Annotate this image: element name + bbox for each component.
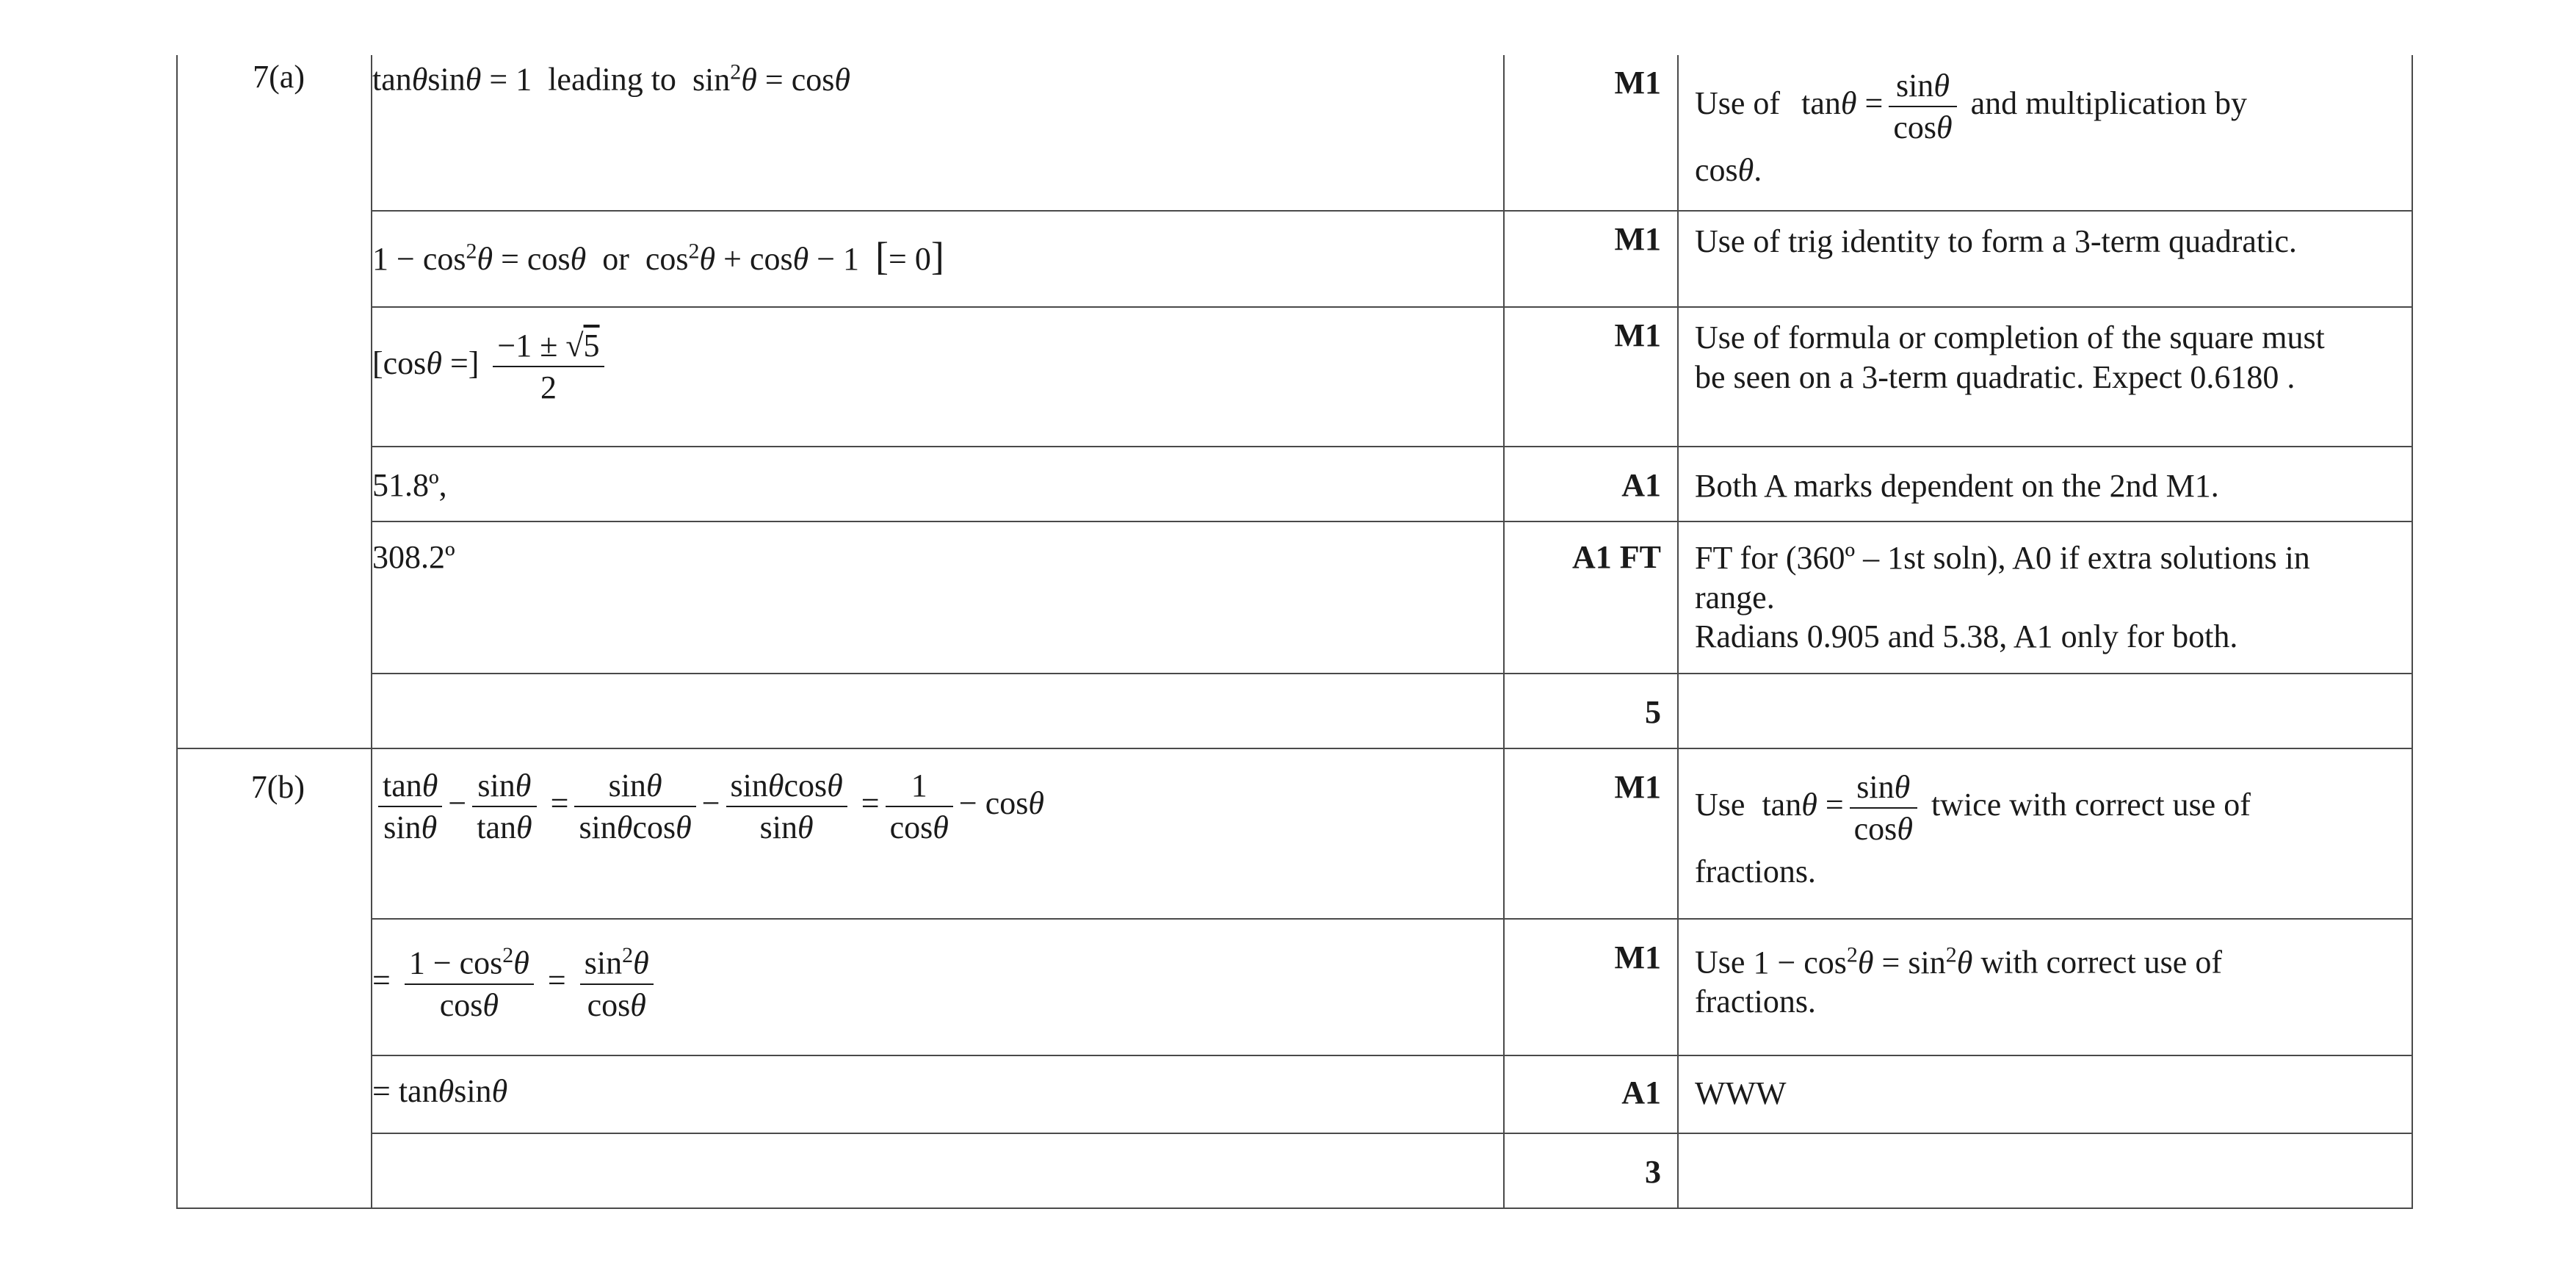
- answer-cell: [cosθ =] $\frac{-1 \pm √5}{2}$: [372, 307, 1504, 447]
- fraction: $\frac{-1 \pm √5}{2}$: [493, 325, 604, 408]
- answer-cell: $\frac{\tan\theta}{\sin\theta}$ − $\frac{\sin\theta}{\tan\theta}$ = $\frac{\sin\theta}{\sin\theta\cos\theta}$ − $\frac{\sin\theta\cos\theta}{\sin\theta}$ = $\frac{1}{\cos\theta}$ − cosθ: [372, 748, 1504, 919]
- guidance-cell: Both A marks dependent on the 2nd M1.: [1678, 447, 2412, 521]
- total-marks: 5: [1504, 674, 1678, 748]
- guidance-cell: Use $1 - \cos^2\theta = \sin^2\theta$ with correct use of fractions.: [1678, 919, 2412, 1055]
- mark-code: A1 FT: [1504, 521, 1678, 674]
- mark-code: M1: [1504, 748, 1678, 919]
- answer-cell: [372, 674, 1504, 748]
- fraction: $\frac{\sin\theta}{\cos\theta}$: [1889, 65, 1956, 148]
- answer-math: tanθsinθ = 1: [372, 61, 532, 98]
- table-row: [177, 674, 2412, 748]
- mark-code: M1: [1504, 307, 1678, 447]
- guidance-cell: Use of trig identity to form a 3-term quadratic.: [1678, 211, 2412, 307]
- table-row: [177, 521, 2412, 674]
- table-row: [177, 919, 2412, 1055]
- question-number: 7(a): [177, 55, 372, 748]
- question-number: 7(b): [177, 748, 372, 1208]
- mark-code: M1: [1504, 919, 1678, 1055]
- guidance-cell: WWW: [1678, 1055, 2412, 1133]
- guidance-cell: [1678, 674, 2412, 748]
- answer-cell: 51.8º,: [372, 447, 1504, 521]
- total-marks: 3: [1504, 1133, 1678, 1208]
- guidance-cell: Use tanθ = $\frac{\sin\theta}{\cos\theta}$ twice with correct use of fractions.: [1678, 748, 2412, 919]
- answer-cell: = $\frac{1 - \cos^2\theta}{\cos\theta}$ = $\frac{\sin^2\theta}{\cos\theta}$: [372, 919, 1504, 1055]
- answer-cell: tanθsinθ = 1 leading to $\sin^2\theta = \cos\theta$: [372, 55, 1504, 211]
- mark-scheme-table: [176, 55, 2413, 1209]
- guidance-cell: Use of tanθ = $\frac{\sin\theta}{\cos\theta}$ and multiplication by cosθ.: [1678, 55, 2412, 211]
- table-row: [177, 447, 2412, 521]
- table-row: [177, 211, 2412, 307]
- answer-cell: = tanθsinθ: [372, 1055, 1504, 1133]
- answer-cell: $1 - \cos^2\theta = \cos\theta$ or $\cos^2\theta + \cos\theta - 1$ [= 0]: [372, 211, 1504, 307]
- mark-code: A1: [1504, 447, 1678, 521]
- mark-code: M1: [1504, 211, 1678, 307]
- guidance-cell: Use of formula or completion of the square must be seen on a 3-term quadratic. Expect 0.6180 .: [1678, 307, 2412, 447]
- table-row: [177, 307, 2412, 447]
- table-row: [177, 748, 2412, 919]
- answer-cell: 308.2º: [372, 521, 1504, 674]
- answer-cell: [372, 1133, 1504, 1208]
- guidance-cell: FT for (360º – 1st soln), A0 if extra solutions in range. Radians 0.905 and 5.38, A1 only for both.: [1678, 521, 2412, 674]
- mark-code: A1: [1504, 1055, 1678, 1133]
- table-row: [177, 55, 2412, 211]
- mark-code: M1: [1504, 55, 1678, 211]
- table-row: [177, 1055, 2412, 1133]
- guidance-cell: [1678, 1133, 2412, 1208]
- table-row: [177, 1133, 2412, 1208]
